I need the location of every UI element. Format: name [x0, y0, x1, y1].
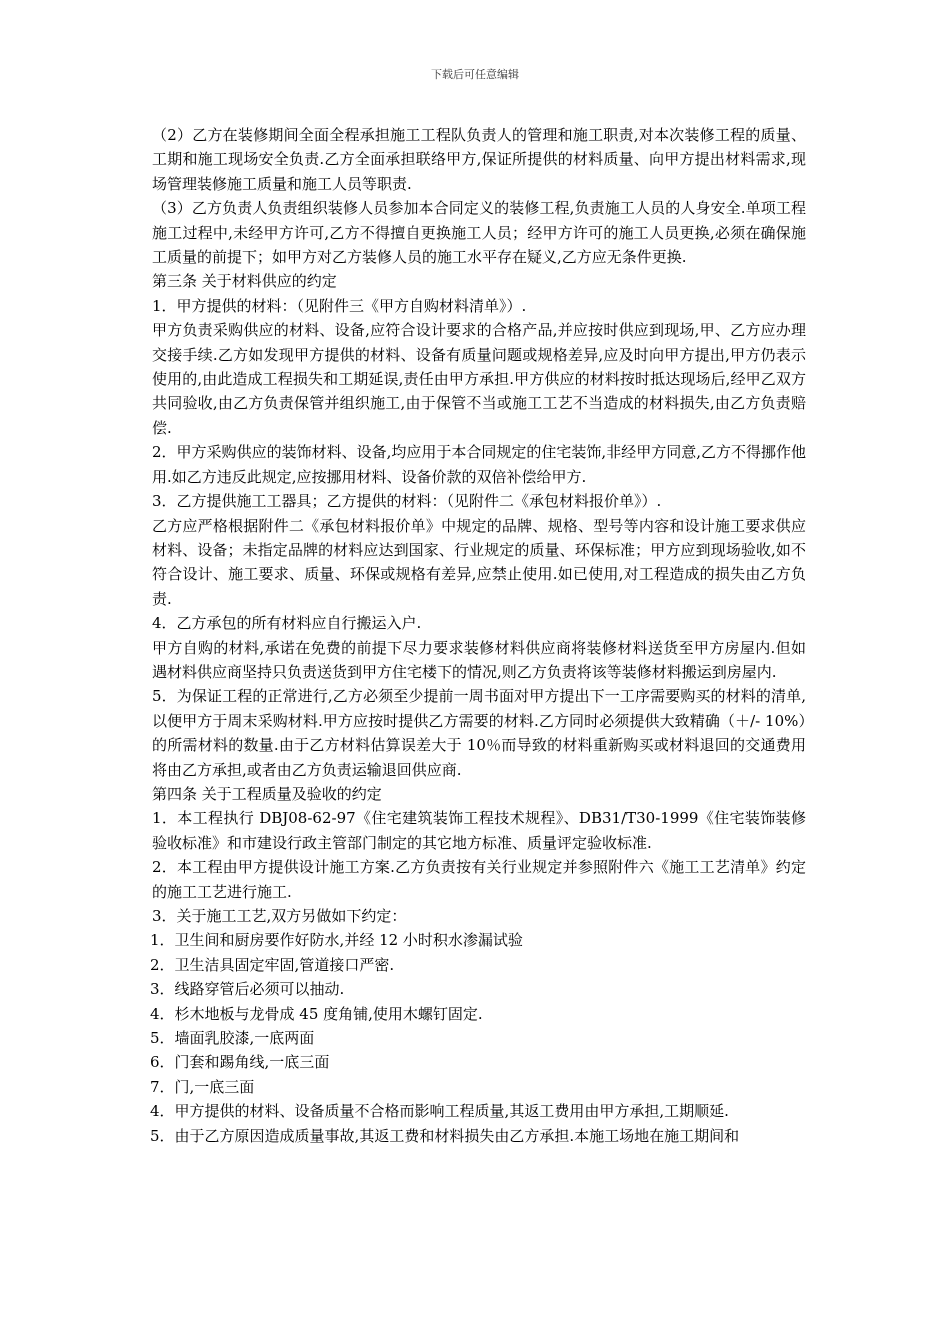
page-header: 下载后可任意编辑: [431, 68, 519, 81]
paragraph: 2．本工程由甲方提供设计施工方案.乙方负责按有关行业规定并参照附件六《施工工艺清单》约定的施工工艺进行施工.: [152, 858, 806, 901]
list-item: 6．门套和踢角线,一底三面: [150, 1053, 330, 1072]
list-item: 5．墙面乳胶漆,一底两面: [150, 1029, 315, 1048]
list-item: 1．卫生间和厨房要作好防水,并经 12 小时积水渗漏试验: [150, 931, 523, 950]
paragraph: 3．乙方提供施工工器具；乙方提供的材料：（见附件二《承包材料报价单》）.: [152, 492, 662, 511]
list-item: 3．线路穿管后必须可以抽动.: [150, 980, 345, 999]
paragraph: 1．甲方提供的材料：（见附件三《甲方自购材料清单》）.: [152, 296, 527, 315]
paragraph: 甲方自购的材料,承诺在免费的前提下尽力要求装修材料供应商将装修材料送货至甲方房屋内.但如遇材料供应商坚持只负责送货到甲方住宅楼下的情况,则乙方负责将该等装修材料搬运到房屋内.: [152, 638, 806, 681]
paragraph: 2．甲方采购供应的装饰材料、设备,均应用于本合同规定的住宅装饰,非经甲方同意,乙方不得挪作他用.如乙方违反此规定,应按挪用材料、设备价款的双倍补偿给甲方.: [152, 443, 806, 486]
paragraph: 3．关于施工工艺,双方另做如下约定：: [152, 907, 407, 925]
paragraph: 4．乙方承包的所有材料应自行搬运入户.: [152, 614, 422, 633]
section-heading: 第四条 关于工程质量及验收的约定: [152, 784, 382, 803]
list-item: 2．卫生洁具固定牢固,管道接口严密.: [150, 955, 395, 974]
paragraph: 4．甲方提供的材料、设备质量不合格而影响工程质量,其返工费用由甲方承担,工期顺延.: [150, 1102, 729, 1121]
paragraph: （2）乙方在装修期间全面全程承担施工工程队负责人的管理和施工职责,对本次装修工程的质量、工期和施工现场安全负责.乙方全面承担联络甲方,保证所提供的材料质量、向甲方提出材料需求,现场管理装修施工质量和施工人员等职责.: [152, 126, 806, 193]
paragraph: 1．本工程执行 DBJ08-62-97《住宅建筑装饰工程技术规程》、DB31/T30-1999《住宅装饰装修验收标准》和市建设行政主管部门制定的其它地方标准、质量评定验收标准.: [152, 809, 806, 852]
document-body: [144, 123, 806, 1148]
paragraph: 5．由于乙方原因造成质量事故,其返工费和材料损失由乙方承担.本施工场地在施工期间和: [150, 1126, 740, 1145]
paragraph: （3）乙方负责人负责组织装修人员参加本合同定义的装修工程,负责施工人员的人身安全.单项工程施工过程中,未经甲方许可,乙方不得擅自更换施工人员；经甲方许可的施工人员更换,必须在确保施工质量的前提下；如甲方对乙方装修人员的施工水平存在疑义,乙方应无条件更换.: [152, 199, 806, 267]
paragraph: 5．为保证工程的正常进行,乙方必须至少提前一周书面对甲方提出下一工序需要购买的材料的清单,以便甲方于周末采购材料.甲方应按时提供乙方需要的材料.乙方同时必须提供大致精确（＋/- 10%）的所需材料的数量.由于乙方材料估算误差大于 10％而导致的材料重新购买或材料退回的交通费用将由乙方承担,或者由乙方负责运输退回供应商.: [152, 687, 806, 779]
list-item: 4．杉木地板与龙骨成 45 度角铺,使用木螺钉固定.: [150, 1004, 483, 1023]
paragraph: 甲方负责采购供应的材料、设备,应符合设计要求的合格产品,并应按时供应到现场,甲、乙方应办理交接手续.乙方如发现甲方提供的材料、设备有质量问题或规格差异,应及时向甲方提出,甲方仍表示使用的,由此造成工程损失和工期延误,责任由甲方承担.甲方供应的材料按时抵达现场后,经甲乙双方共同验收,由乙方负责保管并组织施工,由于保管不当或施工工艺不当造成的材料损失,由乙方负责赔偿.: [152, 321, 806, 437]
paragraph: 乙方应严格根据附件二《承包材料报价单》中规定的品牌、规格、型号等内容和设计施工要求供应材料、设备；未指定品牌的材料应达到国家、行业规定的质量、环保标准；甲方应到现场验收,如不符合设计、施工要求、质量、环保或规格有差异,应禁止使用.如已使用,对工程造成的损失由乙方负责.: [152, 516, 806, 608]
list-item: 7．门,一底三面: [150, 1077, 255, 1096]
section-heading: 第三条 关于材料供应的约定: [152, 272, 337, 291]
